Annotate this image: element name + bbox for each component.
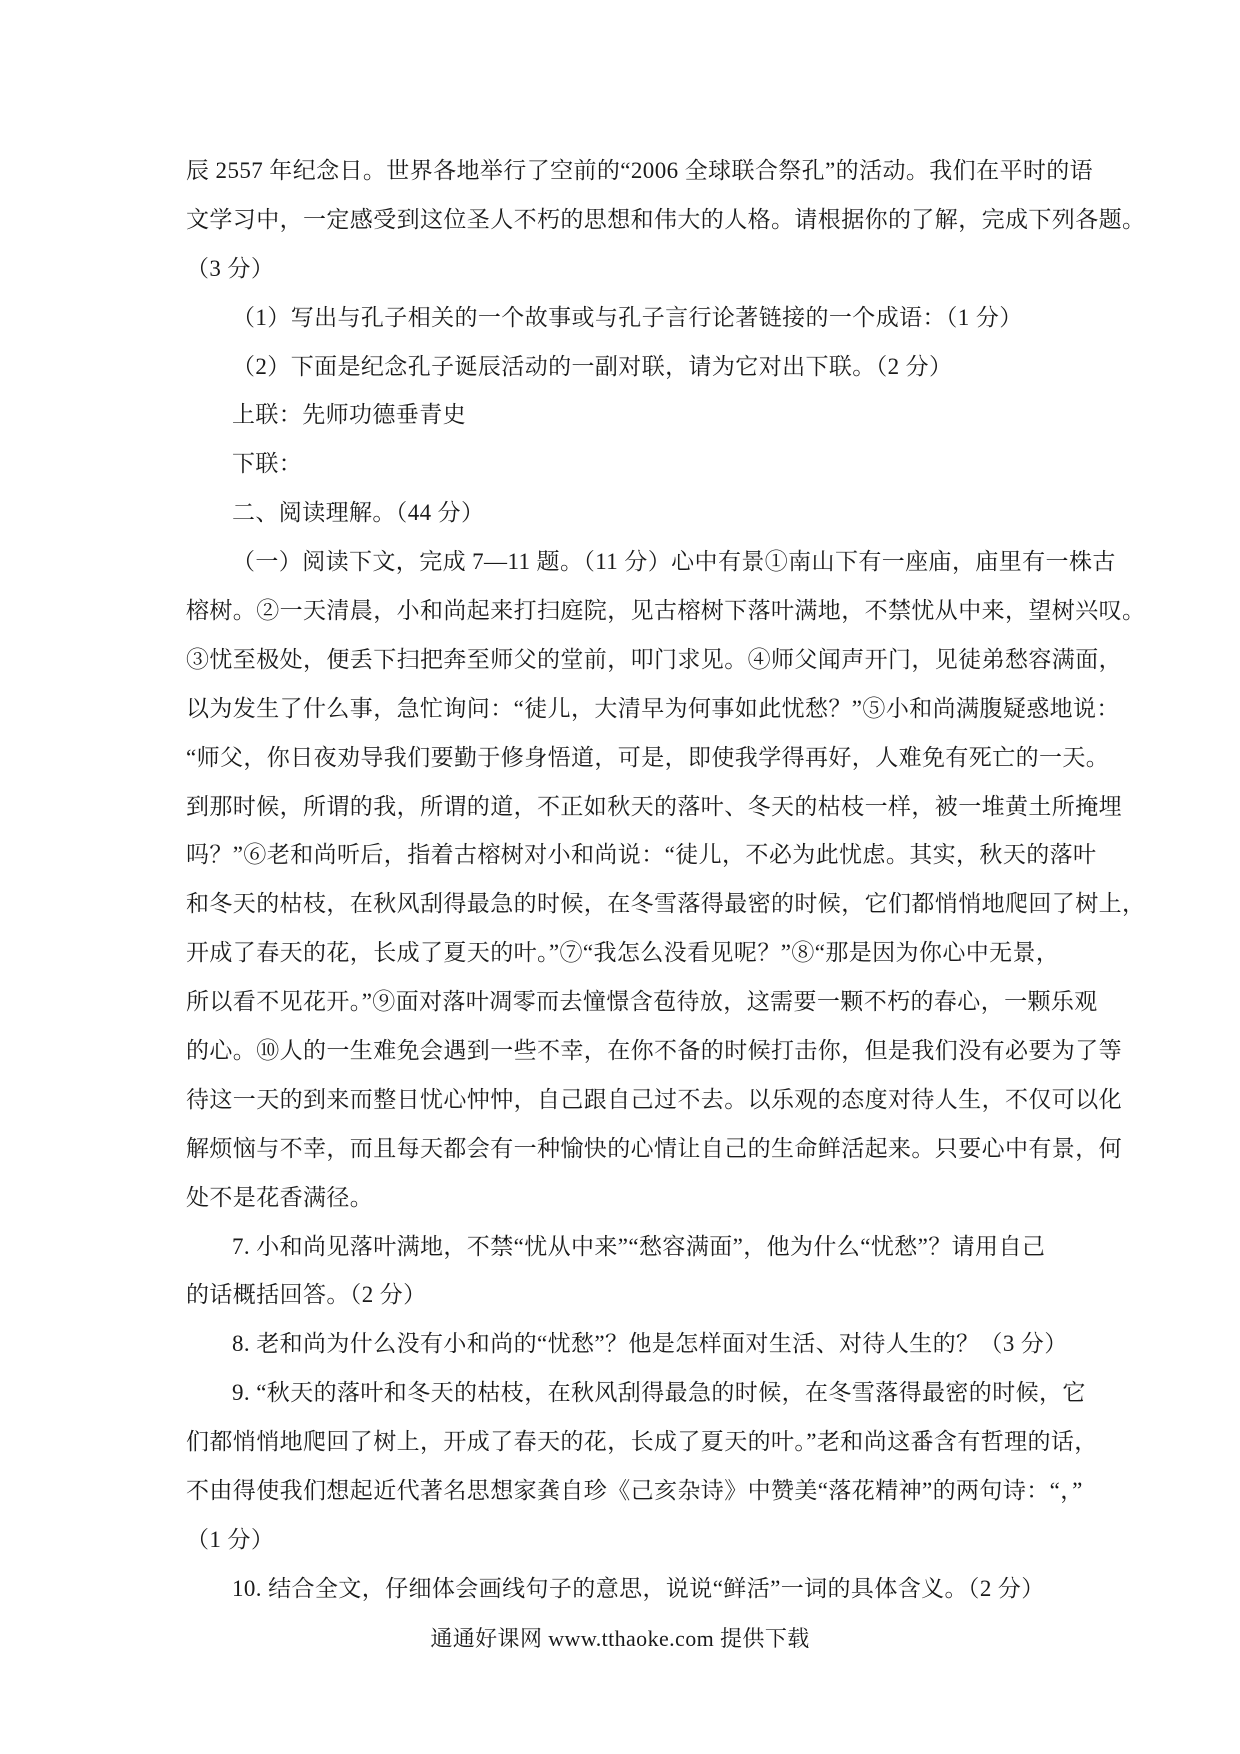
footer-text: 通通好课网 www.tthaoke.com 提供下载 (430, 1626, 810, 1651)
text-line: 的话概括回答。（2 分） (186, 1282, 427, 1308)
text-line: “师父，你日夜劝导我们要勤于修身悟道，可是，即使我学得再好，人难免有死亡的一天。 (186, 744, 1110, 770)
text-line: 上联：先师功德垂青史 (232, 402, 466, 428)
text-line: （1 分） (186, 1526, 275, 1552)
text-line: 二、阅读理解。（44 分） (232, 500, 485, 526)
text-line: （3 分） (186, 255, 275, 281)
text-line: 处不是花香满径。 (186, 1184, 374, 1210)
text-line: （2）下面是纪念孔子诞辰活动的一副对联，请为它对出下联。（2 分） (232, 353, 953, 379)
text-line: （一）阅读下文，完成 7—11 题。（11 分）心中有景①南山下有一座庙，庙里有一株古 (232, 549, 1116, 575)
text-line: （1）写出与孔子相关的一个故事或与孔子言行论著链接的一个成语：（1 分） (232, 304, 1023, 330)
text-line: 开成了春天的花，长成了夏天的叶。”⑦“我怎么没看见呢？”⑧“那是因为你心中无景， (186, 940, 1060, 966)
text-line: 不由得使我们想起近代著名思想家龚自珍《己亥杂诗》中赞美“落花精神”的两句诗：“，” (186, 1478, 1083, 1504)
text-line: 吗？”⑥老和尚听后，指着古榕树对小和尚说：“徒儿，不必为此忧虑。其实，秋天的落叶 (186, 842, 1097, 868)
text-line: 7. 小和尚见落叶满地，不禁“忧从中来”“愁容满面”，他为什么“忧愁”？请用自己 (232, 1233, 1046, 1259)
text-line: 们都悄悄地爬回了树上，开成了春天的花，长成了夏天的叶。”老和尚这番含有哲理的话， (186, 1429, 1098, 1455)
text-line: 所以看不见花开。”⑨面对落叶凋零而去憧憬含苞待放，这需要一颗不朽的春心，一颗乐观 (186, 989, 1098, 1015)
text-line: 下联： (232, 451, 303, 477)
text-line: 待这一天的到来而整日忧心忡忡，自己跟自己过不去。以乐观的态度对待人生，不仅可以化 (186, 1086, 1122, 1112)
text-line: ③忧至极处，便丢下扫把奔至师父的堂前，叩门求见。④师父闻声开门，见徒弟愁容满面， (186, 646, 1122, 672)
text-line: 到那时候，所谓的我，所谓的道，不正如秋天的落叶、冬天的枯枝一样，被一堆黄土所掩埋 (186, 793, 1122, 819)
text-line: 辰 2557 年纪念日。世界各地举行了空前的“2006 全球联合祭孔”的活动。我们在平时的语 (186, 158, 1094, 183)
text-line: 榕树。②一天清晨，小和尚起来打扫庭院，见古榕树下落叶满地，不禁忧从中来，望树兴叹。 (186, 598, 1146, 624)
text-line: 和冬天的枯枝，在秋风刮得最急的时候，在冬雪落得最密的时候，它们都悄悄地爬回了树上， (186, 891, 1146, 917)
text-line: 以为发生了什么事，急忙询问：“徒儿，大清早为何事如此忧愁？”⑤小和尚满腹疑惑地说： (186, 695, 1120, 721)
text-line: 9. “秋天的落叶和冬天的枯枝，在秋风刮得最急的时候，在冬雪落得最密的时候，它 (232, 1380, 1086, 1406)
text-line: 解烦恼与不幸，而且每天都会有一种愉快的心情让自己的生命鲜活起来。只要心中有景，何 (186, 1135, 1122, 1161)
text-line: 的心。⑩人的一生难免会遇到一些不幸，在你不备的时候打击你，但是我们没有必要为了等 (186, 1038, 1122, 1064)
page-footer (0, 1622, 1240, 1653)
document-body (186, 147, 1146, 1614)
text-line: 8. 老和尚为什么没有小和尚的“忧愁”？他是怎样面对生活、对待人生的？（3 分） (232, 1331, 1068, 1357)
text-line: 文学习中，一定感受到这位圣人不朽的思想和伟大的人格。请根据你的了解，完成下列各题。 (186, 206, 1146, 232)
text-line: 10. 结合全文，仔细体会画线句子的意思，说说“鲜活”一词的具体含义。（2 分） (232, 1575, 1045, 1601)
